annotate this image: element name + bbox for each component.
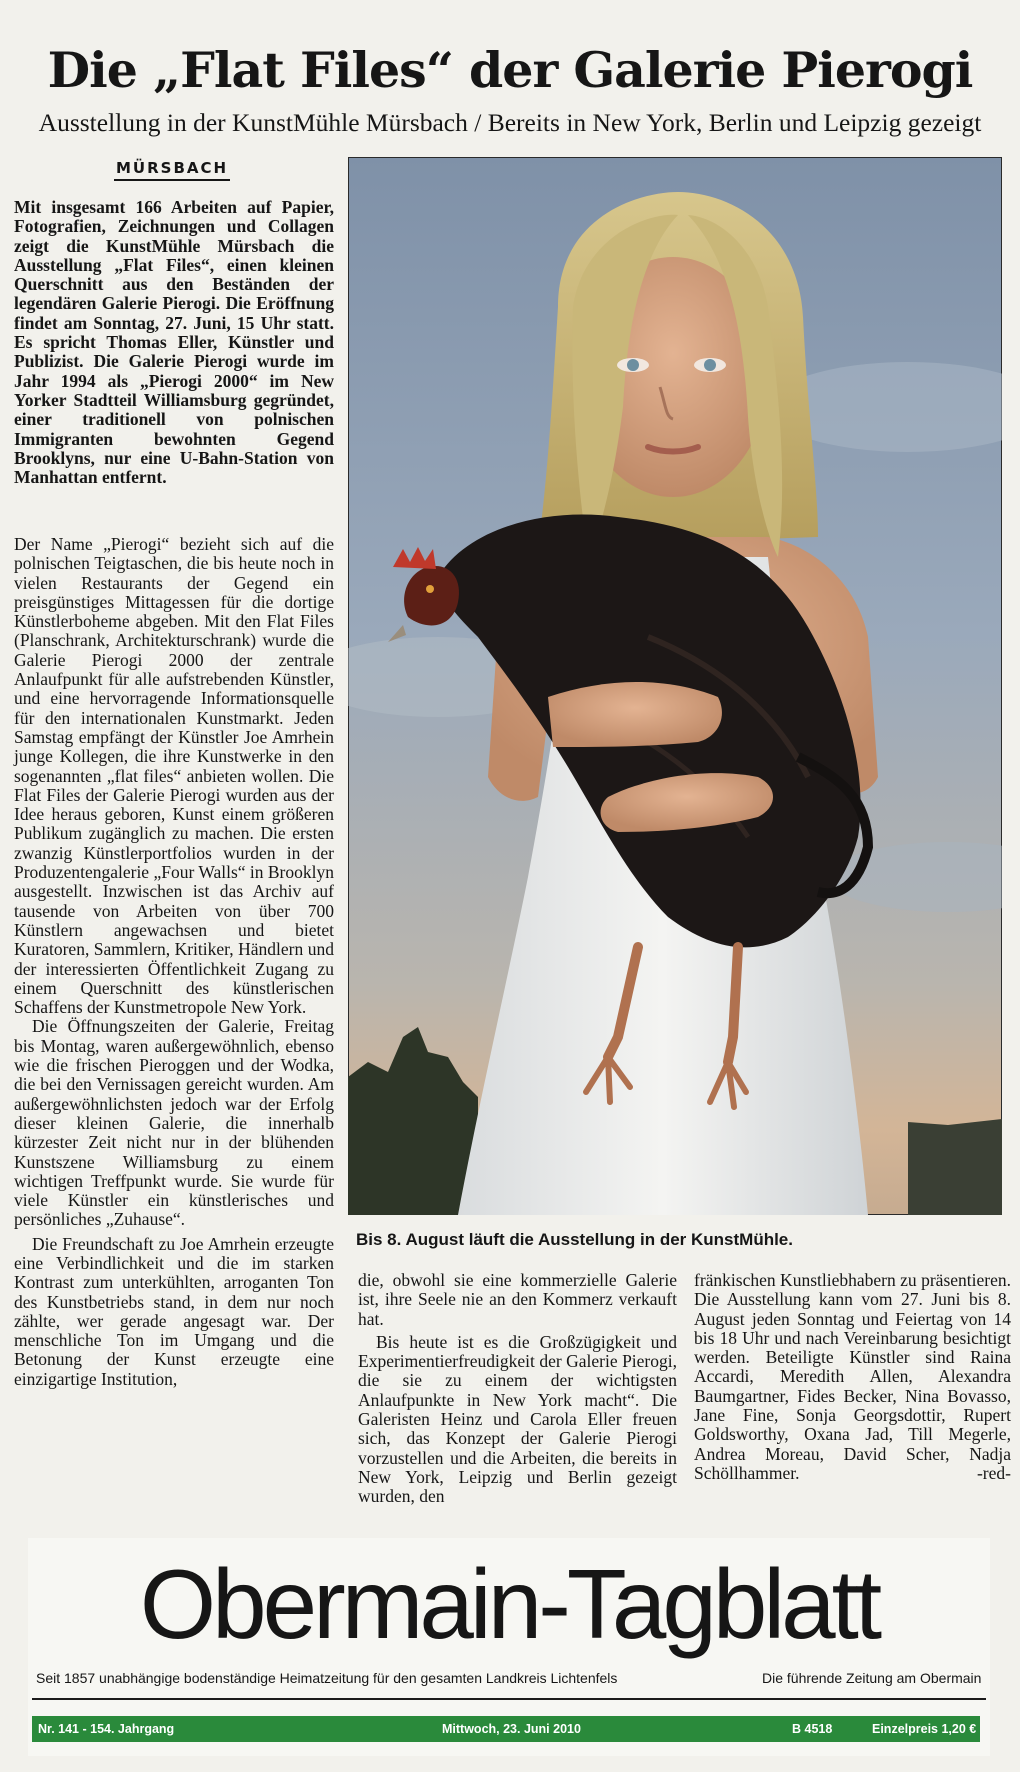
masthead-tagline: Seit 1857 unabhängige bodenständige Heimatzeitung für den gesamten Landkreis Lichtenfels xyxy=(36,1670,618,1686)
photo-caption: Bis 8. August läuft die Ausstellung in der KunstMühle. xyxy=(356,1230,793,1249)
paragraph-exhibition-info: fränkischen Kunstliebhabern zu präsentieren. Die Ausstellung kann vom 27. Juni bis 8. August jeden Sonntag und Feiertag von 14 bis 18 Uhr und nach Vereinbarung besichtigt werden. Beteiligte Künstler sind Raina Accardi, Meredith Allen, Alexandra Baumgartner, Fides Becker, Nina Bovasso, Jane Fine, Sonja Georgsdottir, Rupert Goldsworthy, Oxana Jad, Till Megerle, Andrea Moreau, David Scher, Nadja Schöllhammer. xyxy=(694,1270,1011,1483)
paragraph-opening-hours: Die Öffnungszeiten der Galerie, Freitag bis Montag, waren außergewöhnlich, ebenso wie die frischen Pieroggen und der Wodka, die bei den Vernissagen gereicht wurden. Am außergewöhnlichsten jedoch war der Erfolg dieser kleinen Galerie, die innerhalb kürzester Zeit nicht nur in der blühenden Kunstszene Williamsburg zu einem wichtigen Treffpunkt wurde. Sie wurde für viele Künstler ein künstlerisches und persönliches „Zuhause“. xyxy=(14,1016,334,1230)
paragraph-name-pierogi: Der Name „Pierogi“ bezieht sich auf die polnischen Teigtaschen, die bis heute noch in vielen Restaurants der Gegend ein preisgünstiges Mittagessen für die dortige Künstlerboheme abgeben. Mit den Flat Files (Planschrank, Architekturschrank) wurde die Galerie Pierogi 2000 der zentrale Anlaufpunkt für alle aufstrebenden Künstler, und eine hervorragende Informationsquelle für den internationalen Kunstmarkt. Jeden Samstag empfängt der Künstler Joe Amrhein junge Kollegen, die ihre Kunstwerke in den sogenannten „flat files“ anbieten wollen. Die Flat Files der Galerie Pierogi wurden aus der Idee heraus geboren, Kunst einem größeren Publikum zugänglich zu machen. Die ersten zwanzig Künstlerportfolios wurden in der Produzentengalerie „Four Walls“ in Brooklyn ausgestellt. Inzwischen ist das Archiv auf tausende von Arbeiten von über 700 Künstlern angewachsen und bietet Kuratoren, Sammlern, Kritiker, Händlern und der interessierten Öffentlichkeit Zugang zu einem Querschnitt des künstlerischen Schaffens der Kunstmetropole New York. xyxy=(14,534,334,1018)
article-column-2 xyxy=(358,1271,677,1507)
article-column-1 xyxy=(14,535,334,1389)
issue-number: Nr. 141 - 154. Jahrgang xyxy=(38,1722,175,1736)
masthead-rule xyxy=(32,1698,986,1700)
article-photo xyxy=(348,157,1002,1215)
issue-date: Mittwoch, 23. Juni 2010 xyxy=(442,1722,581,1736)
lead-paragraph: Mit insgesamt 166 Arbeiten auf Papier, Fotografien, Zeichnungen und Collagen zeigt die KunstMühle Mürsbach die Ausstellung „Flat Files“, einen kleinen Querschnitt aus den Beständen der legendären Galerie Pierogi. Die Eröffnung findet am Sonntag, 27. Juni, 15 Uhr statt. Es spricht Thomas Eller, Künstler und Publizist. Die Galerie Pierogi wurde im Jahr 1994 als „Pierogi 2000“ im New Yorker Stadtteil Williamsburg gegründet, einer traditionell von polnischen Immigranten bewohnten Gegend Brooklyns, nur eine U-Bahn-Station von Manhattan entfernt. xyxy=(14,197,334,488)
photo-girl-with-hen xyxy=(348,157,1002,1215)
issue-code: B 4518 xyxy=(792,1722,833,1736)
headline: Die „Flat Files“ der Galerie Pierogi xyxy=(47,41,973,99)
article-column-3 xyxy=(694,1271,1011,1484)
newspaper-title: Obermain-Tagblatt xyxy=(139,1549,879,1659)
author-signature: -red- xyxy=(976,1463,1011,1484)
paragraph-grosszuegigkeit: Bis heute ist es die Großzügigkeit und Experimentierfreudigkeit der Galerie Pierogi, die sie zu einem der wichtigsten Anlaufpunkte in New York macht“. Die Galeristen Heinz und Carola Eller freuen sich, das Konzept der Galerie Pierogi vorzustellen und die Arbeiten, die bereits in New York, Leipzig und Berlin gezeigt wurden, den xyxy=(358,1331,677,1507)
dateline-kicker: MÜRSBACH xyxy=(114,158,230,181)
subheadline: Ausstellung in der KunstMühle Mürsbach / Bereits in New York, Berlin und Leipzig gezeigt xyxy=(38,108,982,137)
issue-info-band xyxy=(32,1716,980,1742)
masthead-slogan: Die führende Zeitung am Obermain xyxy=(762,1670,982,1686)
paragraph-friendship: Die Freundschaft zu Joe Amrhein erzeugte eine Verbindlichkeit und die im starken Kontrast zum unterkühlten, arroganten Ton des Kunstbetriebs stand, in dem nur noch zählte, wer gerade angesagt war. Der menschliche Ton im Umgang und die Betonung der Kunst erzeugte eine einzigartige Institution, xyxy=(14,1233,334,1389)
issue-price: Einzelpreis 1,20 € xyxy=(872,1722,977,1736)
paragraph-seele: die, obwohl sie eine kommerzielle Galerie ist, ihre Seele nie an den Kommerz verkauft hat. xyxy=(358,1270,677,1329)
